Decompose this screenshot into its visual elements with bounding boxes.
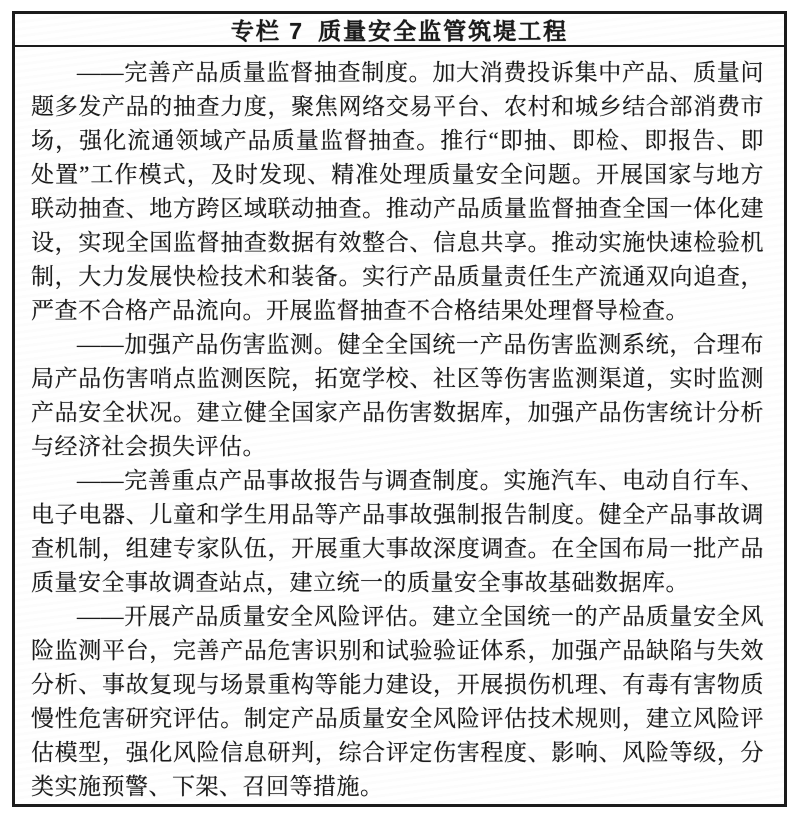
paragraph-risk-assessment: ——开展产品质量安全风险评估。建立全国统一的产品质量安全风险监测平台，完善产品危害识别和试验验证体系，加强产品缺陷与失效分析、事故复现与场景重构等能力建设，开展损伤机理、有毒有害物质慢性危害研究评估。制定产品质量安全风险评估技术规则，建立风险评估模型，强化风险信息研判，综合评定伤害程度、影响、风险等级，分类实施预警、下架、召回等措施。 [31, 604, 764, 799]
panel-body [15, 47, 784, 804]
paragraph-supervision-sampling: ——完善产品质量监督抽查制度。加大消费投诉集中产品、质量问题多发产品的抽查力度，聚焦网络交易平台、农村和城乡结合部消费市场，强化流通领域产品质量监督抽查。推行“即抽、即检、即报告、即处置”工作模式，及时发现、精准处理质量安全问题。开展国家与地方联动抽查、地方跨区域联动抽查。推动产品质量监督抽查全国一体化建设，实现全国监督抽查数据有效整合、信息共享。推动实施快速检验机制，大力发展快检技术和装备。实行产品质量责任生产流通双向追查，严查不合格产品流向。开展监督抽查不合格结果处理督导检查。 [31, 60, 764, 323]
column-panel [12, 11, 787, 807]
panel-header [15, 14, 784, 47]
paragraph-injury-monitoring: ——加强产品伤害监测。健全全国统一产品伤害监测系统，合理布局产品伤害哨点监测医院，拓宽学校、社区等伤害监测渠道，实时监测产品安全状况。建立健全国家产品伤害数据库，加强产品伤害统计分析与经济社会损失评估。 [31, 332, 764, 459]
panel-title-text: 质量安全监管筑堤工程 [318, 18, 569, 44]
panel-title-label: 专栏 7 [230, 18, 305, 44]
paragraph-accident-reporting: ——完善重点产品事故报告与调查制度。实施汽车、电动自行车、电子电器、儿童和学生用品等产品事故强制报告制度。健全产品事故调查机制，组建专家队伍，开展重大事故深度调查。在全国布局一批产品质量安全事故调查站点，建立统一的质量安全事故基础数据库。 [31, 468, 764, 595]
